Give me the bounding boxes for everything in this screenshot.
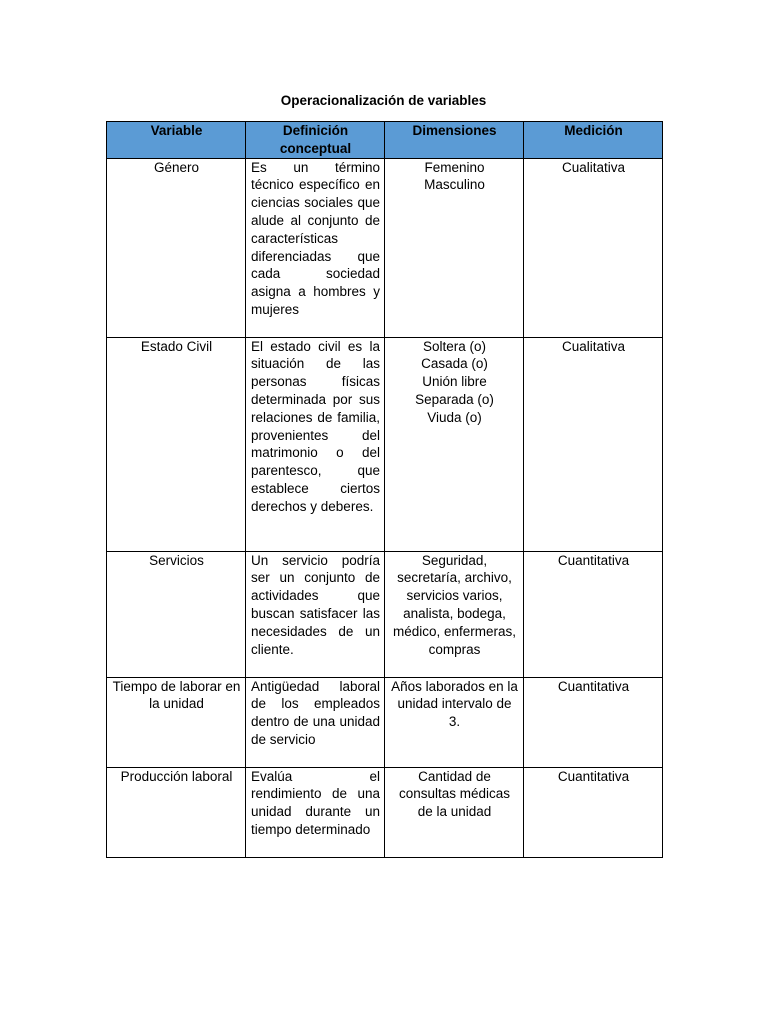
cell-variable: Estado Civil <box>107 337 246 551</box>
cell-definicion: El estado civil es la situación de las personas físicas determinada por sus relaciones de familia, provenientes del matrimonio o del parentesco, que establece ciertos derechos y deberes. <box>246 337 385 551</box>
cell-variable: Servicios <box>107 551 246 677</box>
table-row <box>107 337 663 551</box>
cell-medicion: Cualitativa <box>524 158 663 337</box>
header-dimensiones: Dimensiones <box>385 122 524 159</box>
cell-dimensiones: Cantidad de consultas médicas de la unidad <box>385 767 524 857</box>
header-medicion: Medición <box>524 122 663 159</box>
table-row <box>107 677 663 767</box>
cell-definicion: Evalúa el rendimiento de una unidad durante un tiempo determinado <box>246 767 385 857</box>
cell-medicion: Cuantitativa <box>524 677 663 767</box>
cell-variable: Género <box>107 158 246 337</box>
cell-medicion: Cuantitativa <box>524 767 663 857</box>
cell-variable: Tiempo de laborar en la unidad <box>107 677 246 767</box>
cell-dimensiones: Soltera (o) Casada (o) Unión libre Separada (o) Viuda (o) <box>385 337 524 551</box>
table-row <box>107 767 663 857</box>
cell-definicion: Un servicio podría ser un conjunto de actividades que buscan satisfacer las necesidades de un cliente. <box>246 551 385 677</box>
table-header-row <box>107 122 663 159</box>
table-row <box>107 551 663 677</box>
cell-dimensiones: Años laborados en la unidad intervalo de 3. <box>385 677 524 767</box>
cell-dimensiones: Femenino Masculino <box>385 158 524 337</box>
cell-dimensiones: Seguridad, secretaría, archivo, servicios varios, analista, bodega, médico, enfermeras, compras <box>385 551 524 677</box>
table-row <box>107 158 663 337</box>
cell-variable: Producción laboral <box>107 767 246 857</box>
document-title: Operacionalización de variables <box>280 93 487 108</box>
cell-definicion: Es un término técnico específico en ciencias sociales que alude al conjunto de características diferenciadas que cada sociedad asigna a hombres y mujeres <box>246 158 385 337</box>
header-variable: Variable <box>107 122 246 159</box>
cell-definicion: Antigüedad laboral de los empleados dentro de una unidad de servicio <box>246 677 385 767</box>
cell-medicion: Cualitativa <box>524 337 663 551</box>
header-definicion-conceptual: Definición conceptual <box>246 122 385 159</box>
cell-medicion: Cuantitativa <box>524 551 663 677</box>
operationalization-table <box>106 121 663 858</box>
